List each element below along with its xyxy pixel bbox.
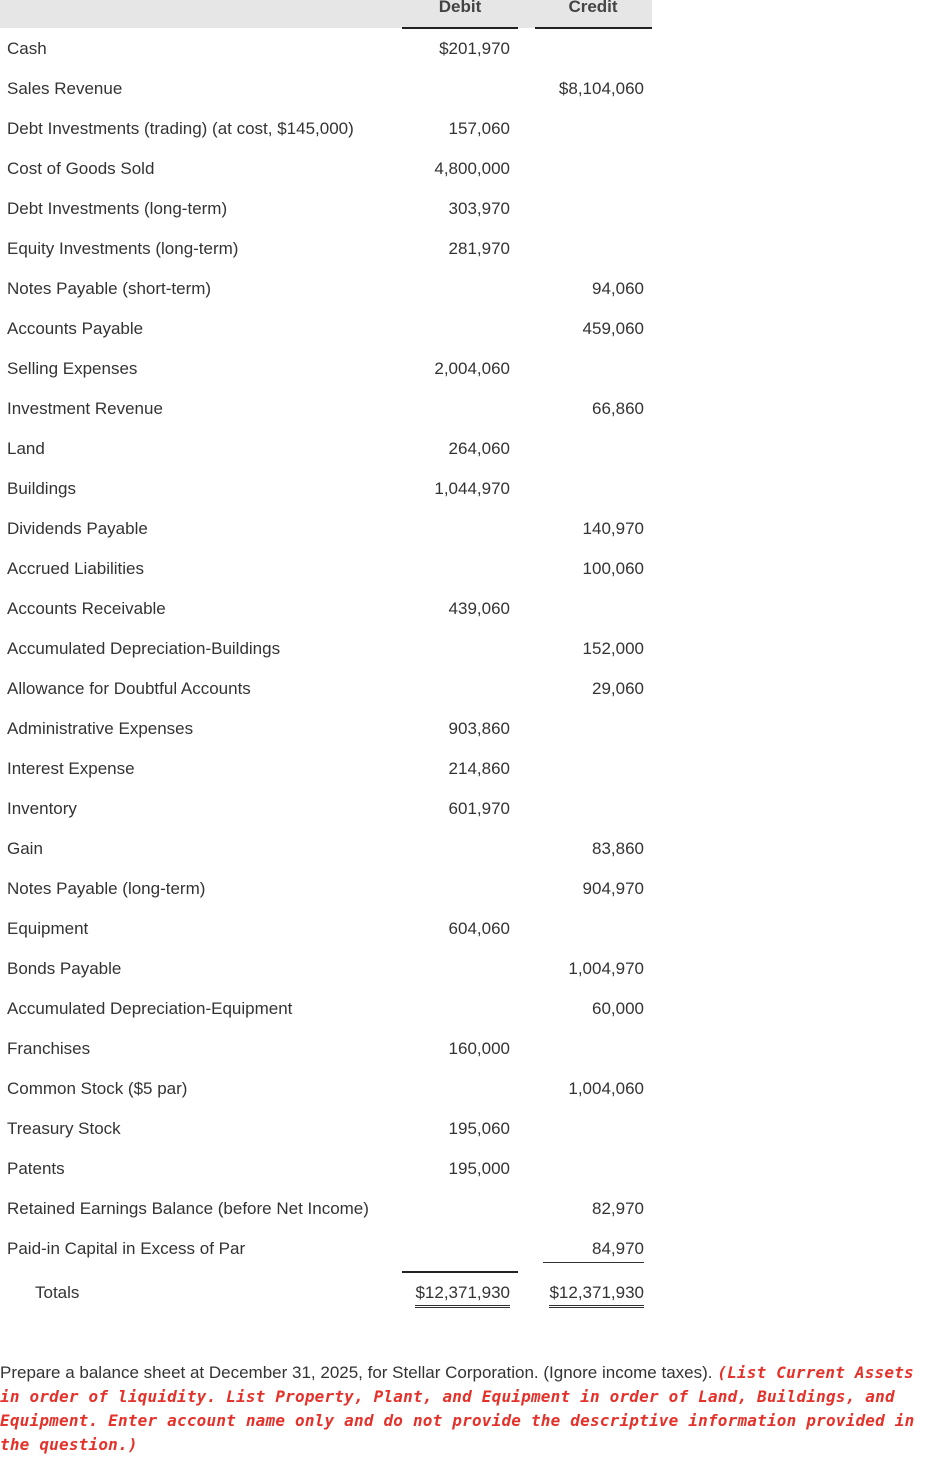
table-row bbox=[0, 189, 652, 229]
account-name: Retained Earnings Balance (before Net Income) bbox=[7, 1199, 369, 1218]
credit-value: 1,004,970 bbox=[568, 959, 644, 978]
credit-value: 140,970 bbox=[582, 519, 644, 538]
account-name: Accounts Payable bbox=[7, 319, 144, 338]
account-name: Land bbox=[7, 439, 45, 458]
debit-value: 2,004,060 bbox=[434, 359, 510, 378]
totals-row bbox=[0, 1273, 652, 1313]
account-name: Gain bbox=[7, 839, 43, 858]
debit-value: 601,970 bbox=[448, 799, 510, 818]
table-row bbox=[0, 389, 652, 429]
debit-value: 281,970 bbox=[448, 239, 510, 258]
account-name: Franchises bbox=[7, 1039, 91, 1058]
account-name: Investment Revenue bbox=[7, 399, 163, 418]
account-name: Accrued Liabilities bbox=[7, 559, 145, 578]
debit-value: 264,060 bbox=[448, 439, 510, 458]
account-name: Paid-in Capital in Excess of Par bbox=[7, 1239, 246, 1258]
account-name: Accumulated Depreciation-Equipment bbox=[7, 999, 293, 1018]
debit-value: 160,000 bbox=[448, 1039, 510, 1058]
debit-value: 157,060 bbox=[448, 119, 510, 138]
account-name: Selling Expenses bbox=[7, 359, 138, 378]
table-row bbox=[0, 949, 652, 989]
totals-debit-value: $12,371,930 bbox=[415, 1281, 510, 1308]
credit-value: 94,060 bbox=[592, 279, 644, 298]
table-row bbox=[0, 909, 652, 949]
debit-value: 214,860 bbox=[448, 759, 510, 778]
debit-value: 195,000 bbox=[448, 1159, 510, 1178]
totals-label: Totals bbox=[35, 1283, 80, 1302]
credit-value: 1,004,060 bbox=[568, 1079, 644, 1098]
account-name: Administrative Expenses bbox=[7, 719, 194, 738]
table-row bbox=[0, 989, 652, 1029]
credit-value: 904,970 bbox=[582, 879, 644, 898]
table-row bbox=[0, 589, 652, 629]
credit-sum-rule bbox=[543, 1262, 644, 1263]
table-row bbox=[0, 349, 652, 389]
table-row bbox=[0, 749, 652, 789]
table-row bbox=[0, 709, 652, 749]
credit-value: 84,970 bbox=[592, 1239, 644, 1258]
account-name: Cost of Goods Sold bbox=[7, 159, 155, 178]
table-row bbox=[0, 789, 652, 829]
question-instructions bbox=[0, 1361, 924, 1457]
credit-value: 100,060 bbox=[582, 559, 644, 578]
account-name: Interest Expense bbox=[7, 759, 135, 778]
table-row bbox=[0, 1189, 652, 1229]
debit-value: 303,970 bbox=[448, 199, 510, 218]
table-row bbox=[0, 429, 652, 469]
table-row bbox=[0, 549, 652, 589]
credit-value: 459,060 bbox=[582, 319, 644, 338]
account-name: Dividends Payable bbox=[7, 519, 148, 538]
debit-value: 195,060 bbox=[448, 1119, 510, 1138]
debit-value: 439,060 bbox=[448, 599, 510, 618]
table-row bbox=[0, 669, 652, 709]
account-name: Bonds Payable bbox=[7, 959, 122, 978]
account-name: Equity Investments (long-term) bbox=[7, 239, 239, 258]
account-name: Treasury Stock bbox=[7, 1119, 121, 1138]
totals-credit-value: $12,371,930 bbox=[549, 1281, 644, 1308]
account-name: Debt Investments (trading) (at cost, $145,000) bbox=[7, 119, 354, 138]
table-row bbox=[0, 229, 652, 269]
credit-value: 82,970 bbox=[592, 1199, 644, 1218]
table-row bbox=[0, 109, 652, 149]
debit-column-header: Debit bbox=[438, 0, 482, 16]
account-name: Inventory bbox=[7, 799, 77, 818]
instructions-text: Prepare a balance sheet at December 31, 2025, for Stellar Corporation. (Ignore income taxes). bbox=[0, 1363, 718, 1382]
table-row bbox=[0, 29, 652, 69]
credit-value: 60,000 bbox=[592, 999, 644, 1018]
credit-value: 152,000 bbox=[582, 639, 644, 658]
instructions-emphasis: (List Current Assets in order of liquidity. List Property, Plant, and Equipment in order of Land, Buildings, and Equipment. Enter account name only and do not provide the descriptive information provided in the question.) bbox=[0, 1363, 915, 1454]
account-name: Sales Revenue bbox=[7, 79, 123, 98]
table-row bbox=[0, 829, 652, 869]
debit-value: 903,860 bbox=[448, 719, 510, 738]
account-name: Accumulated Depreciation-Buildings bbox=[7, 639, 281, 658]
table-row bbox=[0, 1109, 652, 1149]
credit-value: 66,860 bbox=[592, 399, 644, 418]
credit-value: 29,060 bbox=[592, 679, 644, 698]
table-row bbox=[0, 149, 652, 189]
table-row bbox=[0, 629, 652, 669]
account-name: Cash bbox=[7, 39, 47, 58]
account-name: Allowance for Doubtful Accounts bbox=[7, 679, 251, 698]
table-row bbox=[0, 309, 652, 349]
account-name: Notes Payable (long-term) bbox=[7, 879, 206, 898]
account-name: Debt Investments (long-term) bbox=[7, 199, 228, 218]
account-name: Patents bbox=[7, 1159, 65, 1178]
table-row bbox=[0, 509, 652, 549]
table-row bbox=[0, 69, 652, 109]
table-row bbox=[0, 1149, 652, 1189]
account-name: Buildings bbox=[7, 479, 76, 498]
account-name: Common Stock ($5 par) bbox=[7, 1079, 188, 1098]
table-row bbox=[0, 1069, 652, 1109]
debit-value: $201,970 bbox=[439, 39, 510, 58]
table-row bbox=[0, 269, 652, 309]
table-row bbox=[0, 1229, 652, 1269]
credit-value: 83,860 bbox=[592, 839, 644, 858]
trial-balance-table bbox=[0, 29, 652, 1269]
debit-value: 4,800,000 bbox=[434, 159, 510, 178]
credit-value: $8,104,060 bbox=[558, 79, 644, 98]
table-row bbox=[0, 869, 652, 909]
account-name: Accounts Receivable bbox=[7, 599, 166, 618]
account-name: Notes Payable (short-term) bbox=[7, 279, 212, 298]
credit-column-header: Credit bbox=[568, 0, 618, 16]
table-row bbox=[0, 1029, 652, 1069]
account-name: Equipment bbox=[7, 919, 89, 938]
table-row bbox=[0, 469, 652, 509]
debit-value: 1,044,970 bbox=[434, 479, 510, 498]
debit-value: 604,060 bbox=[448, 919, 510, 938]
